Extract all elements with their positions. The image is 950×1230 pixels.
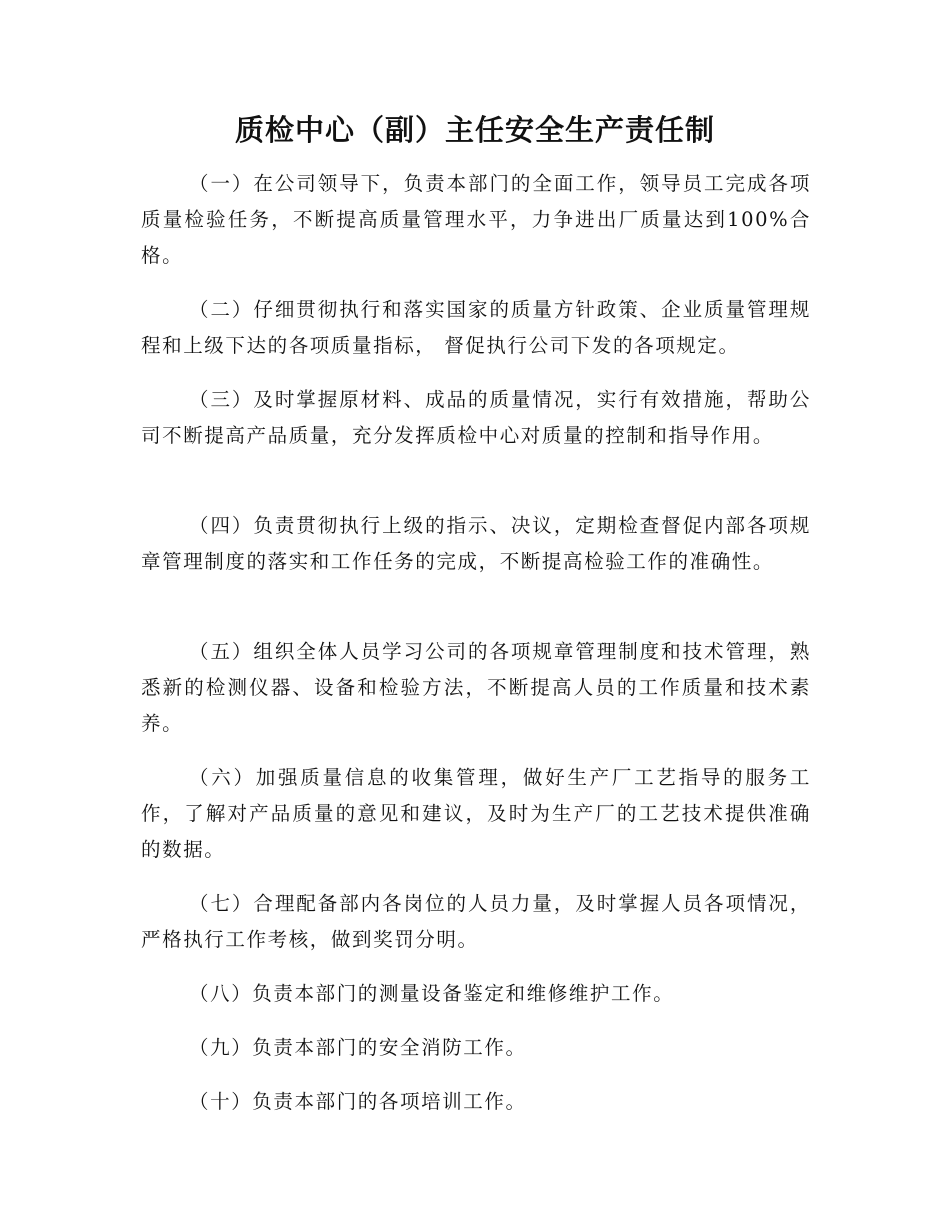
paragraph-9: （九）负责本部门的安全消防工作。 xyxy=(189,1036,527,1059)
paragraph-4: （四）负责贯彻执行上级的指示、决议，定期检查督促内部各项规章管理制度的落实和工作任务的完成，不断提高检验工作的准确性。 xyxy=(141,514,811,573)
paragraph-3: （三）及时掌握原材料、成品的质量情况，实行有效措施，帮助公司不断提高产品质量，充分发挥质检中心对质量的控制和指导作用。 xyxy=(141,388,811,447)
paragraph-6: （六）加强质量信息的收集管理，做好生产厂工艺指导的服务工作，了解对产品质量的意见和建议，及时为生产厂的工艺技术提供准确的数据。 xyxy=(141,766,811,861)
document-title: 质检中心（副）主任安全生产责任制 xyxy=(234,113,715,147)
paragraph-10: （十）负责本部门的各项培训工作。 xyxy=(189,1090,527,1113)
paragraph-8: （八）负责本部门的测量设备鉴定和维修维护工作。 xyxy=(189,982,675,1005)
paragraph-5: （五）组织全体人员学习公司的各项规章管理制度和技术管理，熟悉新的检测仪器、设备和检验方法，不断提高人员的工作质量和技术素养。 xyxy=(141,640,811,735)
paragraph-2: （二）仔细贯彻执行和落实国家的质量方针政策、企业质量管理规程和上级下达的各项质量指标， 督促执行公司下发的各项规定。 xyxy=(141,298,811,357)
paragraph-1: （一）在公司领导下，负责本部门的全面工作，领导员工完成各项质量检验任务，不断提高质量管理水平，力争进出厂质量达到100%合格。 xyxy=(141,172,811,267)
paragraph-7: （七）合理配备部内各岗位的人员力量，及时掌握人员各项情况，严格执行工作考核，做到奖罚分明。 xyxy=(141,892,811,951)
